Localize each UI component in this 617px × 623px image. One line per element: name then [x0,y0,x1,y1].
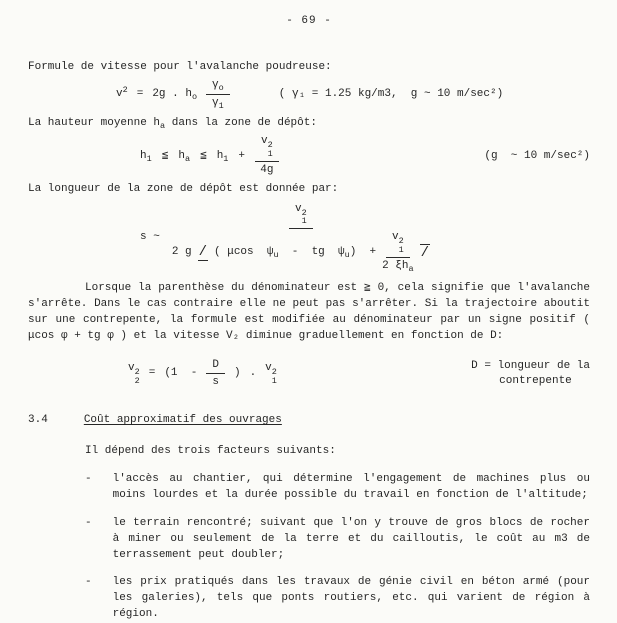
f4-annotation [471,359,590,389]
f2-fraction-numerator: v 2 1 [255,135,279,162]
formula-height-range [140,135,590,176]
f1-fraction-numerator: $\gamma_o$ [206,79,230,95]
bullet-item-prices [85,575,590,623]
f2-leq-sign-1: ≦ [161,149,169,162]
f3-lhs-term: s ~ [140,231,160,244]
section-number: 3.4 [28,413,48,426]
bullet-item-terrain [85,516,590,564]
f4-ds-fraction [206,359,225,389]
f2-plus-sign: + [238,149,246,162]
page-number: - 69 - [286,15,332,27]
f3-inner-denominator: 2 $\xi h_a$ [382,260,414,275]
f2-velocity-fraction [255,135,279,176]
f1-lhs-term: $v^2$ [116,84,128,100]
bullet-item-access [85,472,590,504]
height-intro-line: La hauteur moyenne $h_a$ dans la zone de dépôt: [28,117,317,132]
f1-equals-sign: = [136,87,144,100]
bullet-dash: - [85,576,92,589]
bullet-dash: - [85,472,92,485]
section-title: Coût approximatif des ouvrages [83,413,282,426]
f2-h1-term: $h_1$ [140,149,152,164]
f3-main-numerator: v 2 1 [289,203,313,230]
f2-constants-note: (g ~ 10 m/sec²) [484,149,590,162]
formula-velocity [116,79,590,109]
f1-constants-note: ( γ₁ = 1.25 kg/m3, g ~ 10 m/sec²) [278,87,504,100]
f3-parenthesis-term: ( μcos $\psi_u$ - tg $\psi_u$) + [214,245,377,260]
f1-gamma-fraction [206,79,230,109]
f4-fraction-numerator: D [206,359,225,375]
f3-main-denominator [171,229,430,275]
section-intro-line: Il dépend des trois facteurs suivants: [85,444,336,457]
formula-deposit-length [140,203,590,273]
f1-rhs-term: 2g . $h_o$ [152,87,198,102]
section-heading [28,413,590,429]
f4-annotation-line-2: contrepente [499,374,572,387]
f4-annotation-line-1: D = longueur de la [471,359,590,372]
right-bracket-glyph: / [420,244,430,261]
f4-dot-operator: . [249,367,257,380]
f4-equals-sign: = [148,367,156,380]
f4-rhs-term: v 2 1 [265,361,277,386]
f3-inner-numerator: v 2 1 [386,231,410,258]
f3-main-fraction [172,203,430,273]
bullet-text: l'accès au chantier, qui détermine l'engagement de machines plus ou moins lourdes et la durée possible du travail en fonction de l'altitude; [112,472,590,501]
velocity-intro-line: Formule de vitesse pour l'avalanche poudreuse: [28,60,332,73]
f2-leq-sign-2: ≦ [200,149,207,162]
f2-h1-term-2: $h_1$ [216,149,229,164]
f2-fraction-denominator: 4g [260,163,274,176]
document-page [28,14,590,623]
bullet-dash: - [85,516,92,529]
left-bracket-glyph: / [198,243,208,260]
f4-fraction-denominator: s [212,376,219,389]
f2-ha-term: $h_a$ [178,149,191,164]
paragraph-arrest-condition: Lorsque la parenthèse du dénominateur est ≧ 0, cela signifie que l'avalanche s'arrête. Dans le cas contraire elle ne peut pas s'arrêter. Si la trajectoire aboutit sur une contrepente, la formule est modifiée au dénominateur par un signe positif ( μcos φ + tg φ ) et la vitesse V₂ diminue graduellement en fonction de D: [28,281,590,342]
length-intro-line: La longueur de la zone de dépôt est donnée par: [28,182,339,195]
bullet-text: le terrain rencontré; suivant que l'on y trouve de gros blocs de rocher à miner ou seulement de la terre et du cailloutis, le coût au m3 de terrassement peut doubler; [112,516,590,561]
f3-coefficient: 2 g [171,245,192,258]
f4-lhs-term: v 2 2 [128,361,140,386]
f4-close-paren: ) [233,367,241,380]
f3-inner-fraction [382,231,414,275]
f1-fraction-denominator: $\gamma_1$ [212,96,224,111]
formula-counterslope-velocity [128,359,590,389]
bullet-text: les prix pratiqués dans les travaux de génie civil en béton armé (pour les galeries), tels que ponts routiers, etc. qui varient de région à région. [112,576,590,621]
f4-open-paren: (1 - [164,367,198,380]
